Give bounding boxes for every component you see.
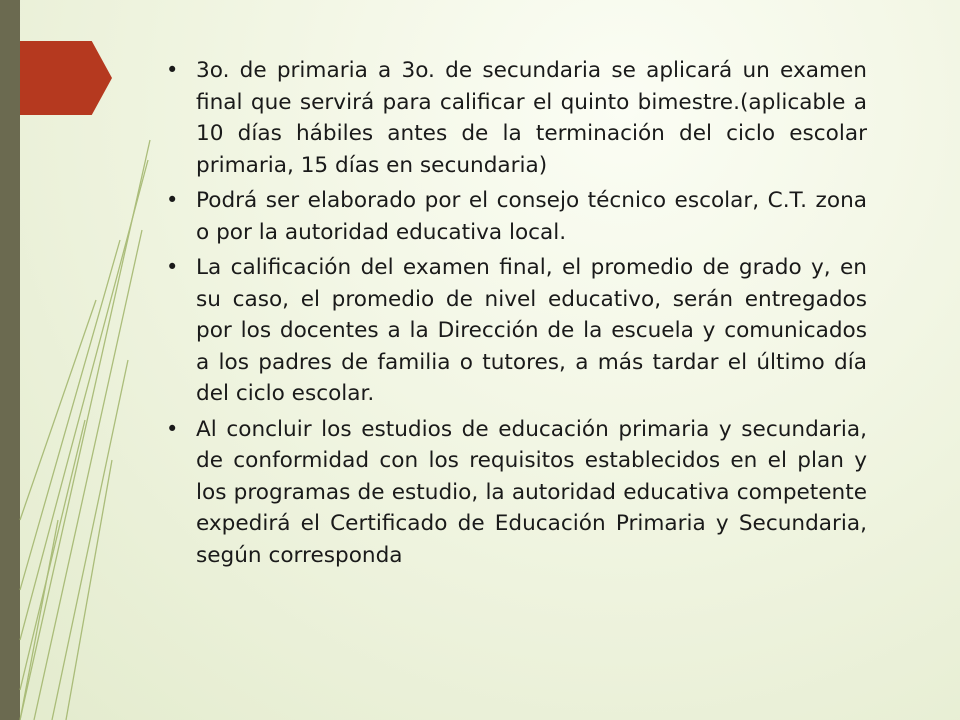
deco-line (20, 300, 96, 520)
deco-line (52, 360, 128, 720)
bullet-text: Al concluir los estudios de educación primaria y secundaria, de conformidad con los requisitos establecidos en el plan y los programas de estudio, la autoridad educativa competente expedirá el Certificado de Educación Primaria y Secundaria, según corresponda (196, 416, 867, 568)
deco-line (34, 230, 142, 720)
bullet-item (163, 414, 867, 572)
bullet-dot: • (166, 255, 179, 279)
bullet-list (163, 55, 867, 575)
deco-line (66, 460, 112, 720)
bullet-dot: • (166, 188, 179, 212)
bullet-text: La calificación del examen final, el promedio de grado y, en su caso, el promedio de nivel educativo, serán entregados por los docentes a la Dirección de la escuela y comunicados a los padres de familia o tutores, a más tardar el último día del ciclo escolar. (196, 255, 867, 406)
deco-line (20, 240, 120, 590)
bullet-item (163, 185, 867, 248)
bullet-text: 3o. de primaria a 3o. de secundaria se aplicará un examen final que servirá para calificar el quinto bimestre.(aplicable a 10 días hábiles antes de la terminación del ciclo escolar primaria, 15 días en secundaria) (196, 58, 867, 178)
bullet-dot: • (166, 416, 179, 441)
bullet-text: Podrá ser elaborado por el consejo técnico escolar, C.T. zona o por la autoridad educativa local. (196, 188, 867, 245)
bullet-item (163, 252, 867, 410)
bullet-item (163, 55, 867, 181)
bullet-dot: • (166, 58, 179, 82)
